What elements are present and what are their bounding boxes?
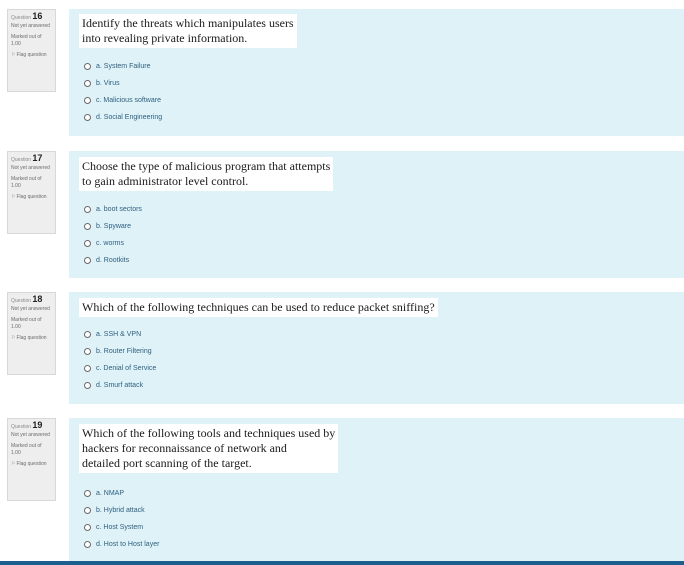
- question-number: [11, 295, 52, 306]
- question-content: [69, 9, 684, 136]
- question-label: Question: [11, 298, 32, 304]
- question-info: [7, 151, 56, 234]
- flag-question-label: Flag question: [16, 52, 47, 58]
- question-number: [11, 421, 52, 432]
- answer-option[interactable]: [84, 343, 156, 360]
- answer-option[interactable]: [84, 75, 162, 92]
- question-number-value: 16: [32, 11, 43, 21]
- answer-option[interactable]: [84, 485, 159, 502]
- flag-icon: ⚐: [11, 194, 16, 200]
- answer-label[interactable]: c. Host System: [96, 524, 144, 531]
- radio-button[interactable]: [84, 97, 91, 104]
- radio-button[interactable]: [84, 240, 91, 247]
- question-state: Not yet answered: [11, 23, 50, 29]
- question-number: [11, 12, 52, 23]
- answer-option[interactable]: [84, 252, 142, 269]
- bottom-bar: [0, 561, 684, 565]
- answer-option[interactable]: [84, 109, 162, 126]
- question-text: Identify the threats which manipulates users into revealing private information.: [79, 14, 297, 48]
- flag-question-link[interactable]: [11, 194, 52, 201]
- question-grade: Marked out of 1.00: [11, 443, 42, 456]
- question-state: Not yet answered: [11, 306, 50, 312]
- question-label: Question: [11, 157, 32, 163]
- answer-list: [84, 201, 142, 269]
- flag-question-label: Flag question: [16, 194, 47, 200]
- question-grade: Marked out of 1.00: [11, 317, 42, 330]
- answer-list: [84, 58, 162, 126]
- radio-button[interactable]: [84, 114, 91, 121]
- answer-label[interactable]: b. Hybrid attack: [96, 507, 145, 514]
- answer-option[interactable]: [84, 519, 159, 536]
- question-content: [69, 292, 684, 404]
- question-content: [69, 151, 684, 278]
- radio-button[interactable]: [84, 257, 91, 264]
- radio-button[interactable]: [84, 223, 91, 230]
- answer-option[interactable]: [84, 377, 156, 394]
- question-text: Which of the following tools and techniques used by hackers for reconnaissance of network and detailed port scanning of the target.: [79, 424, 338, 473]
- question-number-value: 19: [32, 420, 43, 430]
- answer-list: [84, 326, 156, 394]
- question-text: Which of the following techniques can be used to reduce packet sniffing?: [79, 298, 438, 317]
- radio-button[interactable]: [84, 63, 91, 70]
- answer-label[interactable]: c. Denial of Service: [96, 365, 157, 372]
- flag-question-link[interactable]: [11, 52, 52, 59]
- answer-option[interactable]: [84, 536, 159, 553]
- answer-option[interactable]: [84, 58, 162, 75]
- question-label: Question: [11, 15, 32, 21]
- radio-button[interactable]: [84, 206, 91, 213]
- flag-icon: ⚐: [11, 461, 16, 467]
- answer-label[interactable]: b. Router Filtering: [96, 348, 152, 355]
- question-content: [69, 418, 684, 561]
- answer-label[interactable]: a. NMAP: [96, 490, 125, 497]
- answer-option[interactable]: [84, 326, 156, 343]
- question-16: [0, 9, 684, 136]
- radio-button[interactable]: [84, 348, 91, 355]
- question-grade: Marked out of 1.00: [11, 176, 42, 189]
- flag-question-link[interactable]: [11, 335, 52, 342]
- answer-label[interactable]: c. worms: [96, 240, 124, 247]
- radio-button[interactable]: [84, 80, 91, 87]
- question-label: Question: [11, 424, 32, 430]
- answer-label[interactable]: d. Rootkits: [96, 257, 130, 264]
- answer-option[interactable]: [84, 92, 162, 109]
- answer-label[interactable]: a. SSH & VPN: [96, 331, 142, 338]
- question-17: [0, 151, 684, 278]
- question-19: [0, 418, 684, 561]
- answer-option[interactable]: [84, 502, 159, 519]
- question-18: [0, 292, 684, 404]
- question-state: Not yet answered: [11, 165, 50, 171]
- answer-option[interactable]: [84, 360, 156, 377]
- answer-label[interactable]: b. Spyware: [96, 223, 132, 230]
- question-grade: Marked out of 1.00: [11, 34, 42, 47]
- question-number-value: 17: [32, 153, 43, 163]
- answer-list: [84, 485, 159, 553]
- answer-label[interactable]: a. System Failure: [96, 63, 151, 70]
- radio-button[interactable]: [84, 541, 91, 548]
- flag-question-label: Flag question: [16, 461, 47, 467]
- answer-label[interactable]: d. Smurf attack: [96, 382, 144, 389]
- answer-option[interactable]: [84, 235, 142, 252]
- radio-button[interactable]: [84, 365, 91, 372]
- question-info: [7, 9, 56, 92]
- question-state: Not yet answered: [11, 432, 50, 438]
- flag-icon: ⚐: [11, 335, 16, 341]
- radio-button[interactable]: [84, 490, 91, 497]
- question-text: Choose the type of malicious program that attempts to gain administrator level control.: [79, 157, 333, 191]
- flag-question-link[interactable]: [11, 461, 52, 468]
- answer-label[interactable]: c. Malicious software: [96, 97, 161, 104]
- radio-button[interactable]: [84, 507, 91, 514]
- flag-question-label: Flag question: [16, 335, 47, 341]
- answer-option[interactable]: [84, 218, 142, 235]
- answer-label[interactable]: a. boot sectors: [96, 206, 142, 213]
- answer-label[interactable]: b. Virus: [96, 80, 120, 87]
- radio-button[interactable]: [84, 331, 91, 338]
- question-info: [7, 418, 56, 501]
- answer-label[interactable]: d. Social Engineering: [96, 114, 163, 121]
- answer-label[interactable]: d. Host to Host layer: [96, 541, 160, 548]
- question-number-value: 18: [32, 294, 43, 304]
- answer-option[interactable]: [84, 201, 142, 218]
- radio-button[interactable]: [84, 382, 91, 389]
- radio-button[interactable]: [84, 524, 91, 531]
- flag-icon: ⚐: [11, 52, 16, 58]
- question-number: [11, 154, 52, 165]
- question-info: [7, 292, 56, 375]
